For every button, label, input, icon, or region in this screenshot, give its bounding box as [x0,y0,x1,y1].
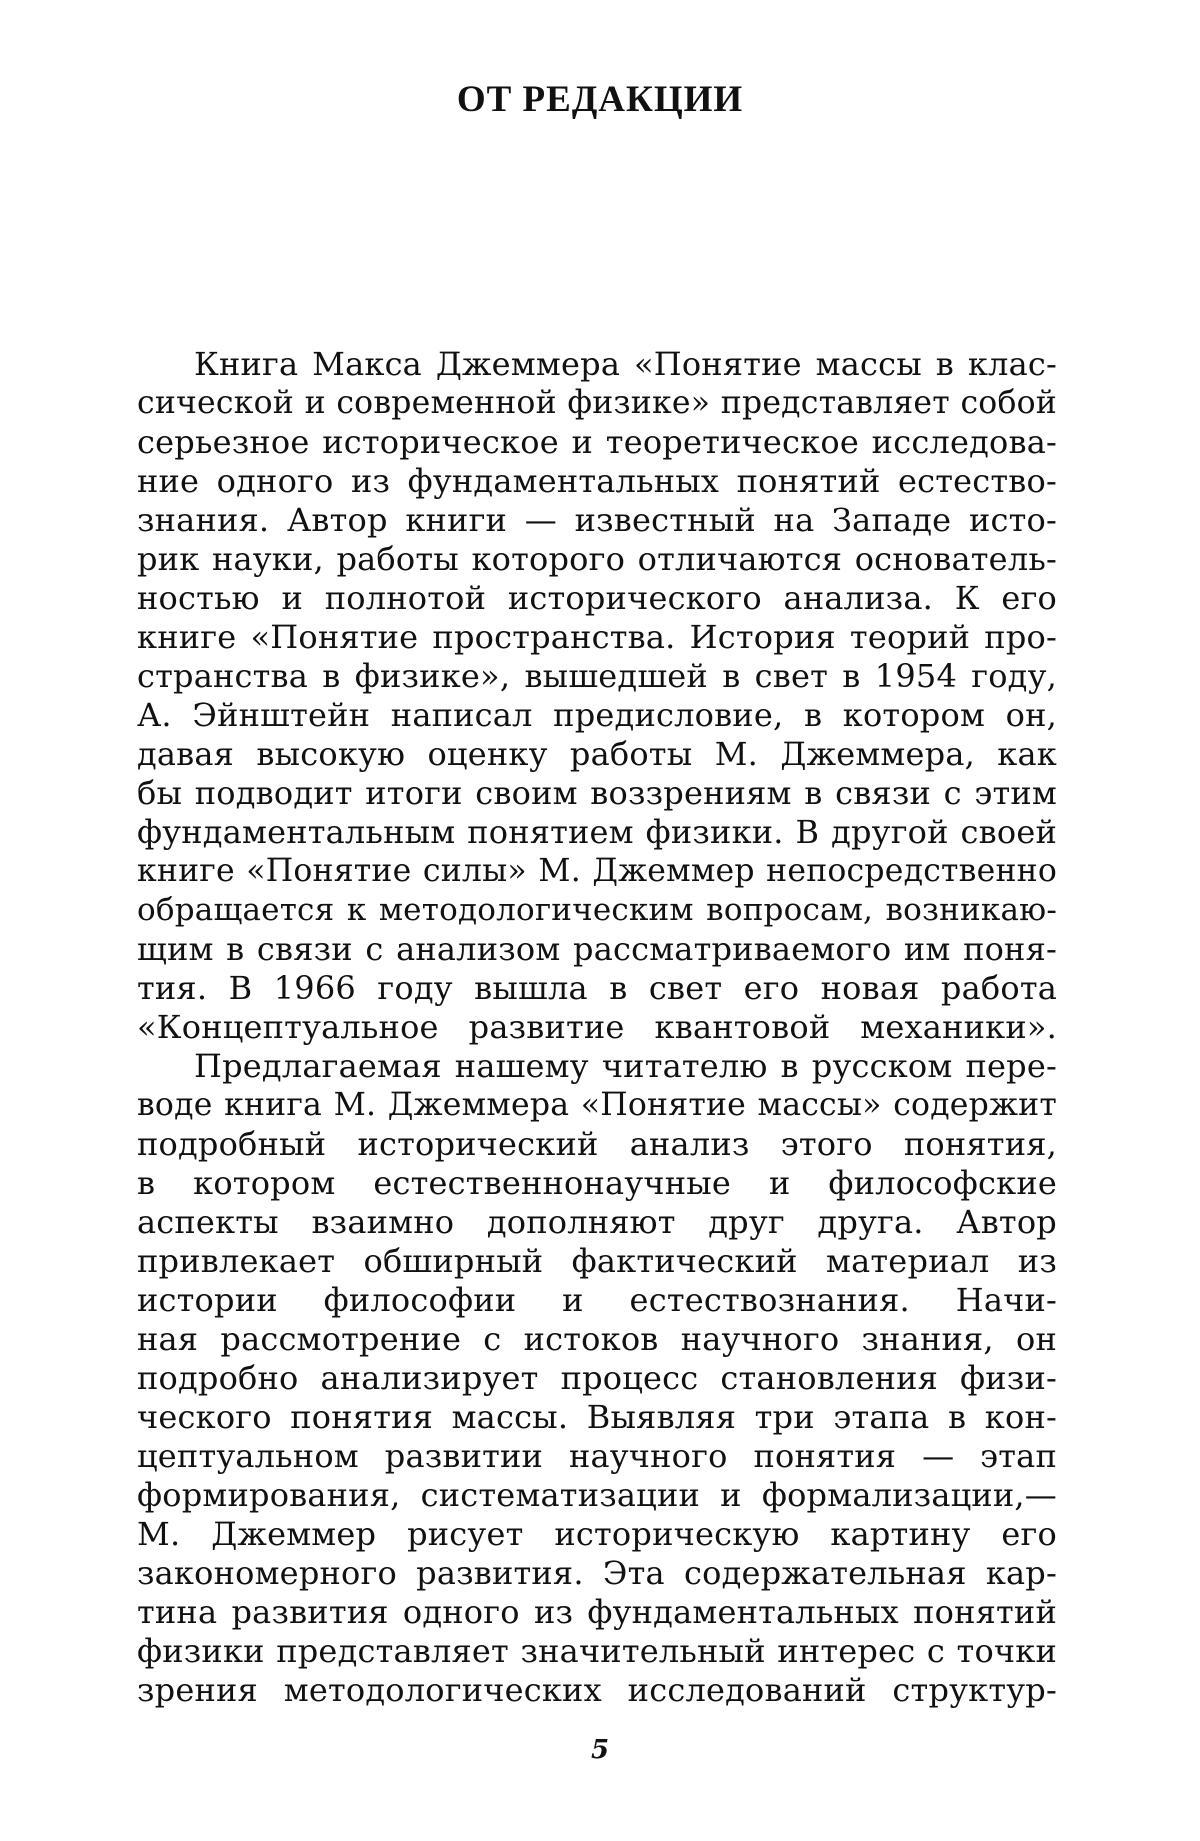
text-line: знания. Автор книги — известный на Западе исто- [137,501,1057,539]
text-line: привлекает обширный фактический материал из [137,1242,1057,1280]
text-line: книге «Понятие пространства. История теорий про- [137,618,1057,656]
text-line: ностью и полнотой исторического анализа. К его [137,579,1057,617]
text-line: ние одного из фундаментальных понятий естество- [137,462,1057,500]
text-line: серьезное историческое и теоретическое исследова- [137,423,1057,461]
body-text [137,345,1057,1710]
text-line: М. Джеммер рисует историческую картину его [137,1515,1057,1553]
text-line: физики представляет значительный интерес с точки [137,1632,1057,1670]
text-line: фундаментальным понятием физики. В другой своей [137,813,1057,851]
text-line: тина развития одного из фундаментальных понятий [137,1593,1057,1631]
text-line: тия. В 1966 году вышла в свет его новая работа [137,969,1057,1007]
text-line: цептуальном развитии научного понятия — этап [137,1437,1057,1475]
text-line: давая высокую оценку работы М. Джеммера, как [137,735,1057,773]
text-line: странства в физике», вышедшей в свет в 1954 году, [137,657,1057,695]
text-line: Книга Макса Джеммера «Понятие массы в клас- [194,345,1057,383]
text-line: подробный исторический анализ этого понятия, [137,1125,1057,1163]
text-line: книге «Понятие силы» М. Джеммер непосредственно [137,853,1057,889]
text-line: воде книга М. Джеммера «Понятие массы» содержит [137,1087,1057,1123]
text-line: щим в связи с анализом рассматриваемого им поня- [137,930,1057,968]
text-line: А. Эйнштейн написал предисловие, в котором он, [137,696,1057,734]
paragraph-2 [137,1047,1057,1710]
text-line: Предлагаемая нашему читателю в русском пере- [194,1047,1057,1085]
text-line: «Концептуальное развитие квантовой механики». [137,1008,1057,1046]
text-line: закономерного развития. Эта содержательная кар- [137,1554,1057,1592]
text-line: рик науки, работы которого отличаются основатель- [137,540,1057,578]
text-line: истории философии и естествознания. Начи- [137,1281,1057,1319]
text-line: в котором естественнонаучные и философские [137,1164,1057,1202]
text-line: ческого понятия массы. Выявляя три этапа в кон- [137,1398,1057,1436]
text-line: зрения методологических исследований структур- [137,1671,1057,1709]
text-line: сической и современной физике» представляет собой [137,385,1057,421]
text-line: ная рассмотрение с истоков научного знания, он [137,1320,1057,1358]
text-line: формирования, систематизации и формализации,— [137,1476,1057,1514]
paragraph-1 [137,345,1057,1047]
page-number: 5 [590,1735,610,1765]
text-line: подробно анализирует процесс становления физи- [137,1359,1057,1397]
page-heading: ОТ РЕДАКЦИИ [456,79,744,120]
text-line: аспекты взаимно дополняют друг друга. Автор [137,1203,1057,1241]
text-line: обращается к методологическим вопросам, возникаю- [137,892,1057,928]
text-line: бы подводит итоги своим воззрениям в связи с этим [137,774,1057,812]
